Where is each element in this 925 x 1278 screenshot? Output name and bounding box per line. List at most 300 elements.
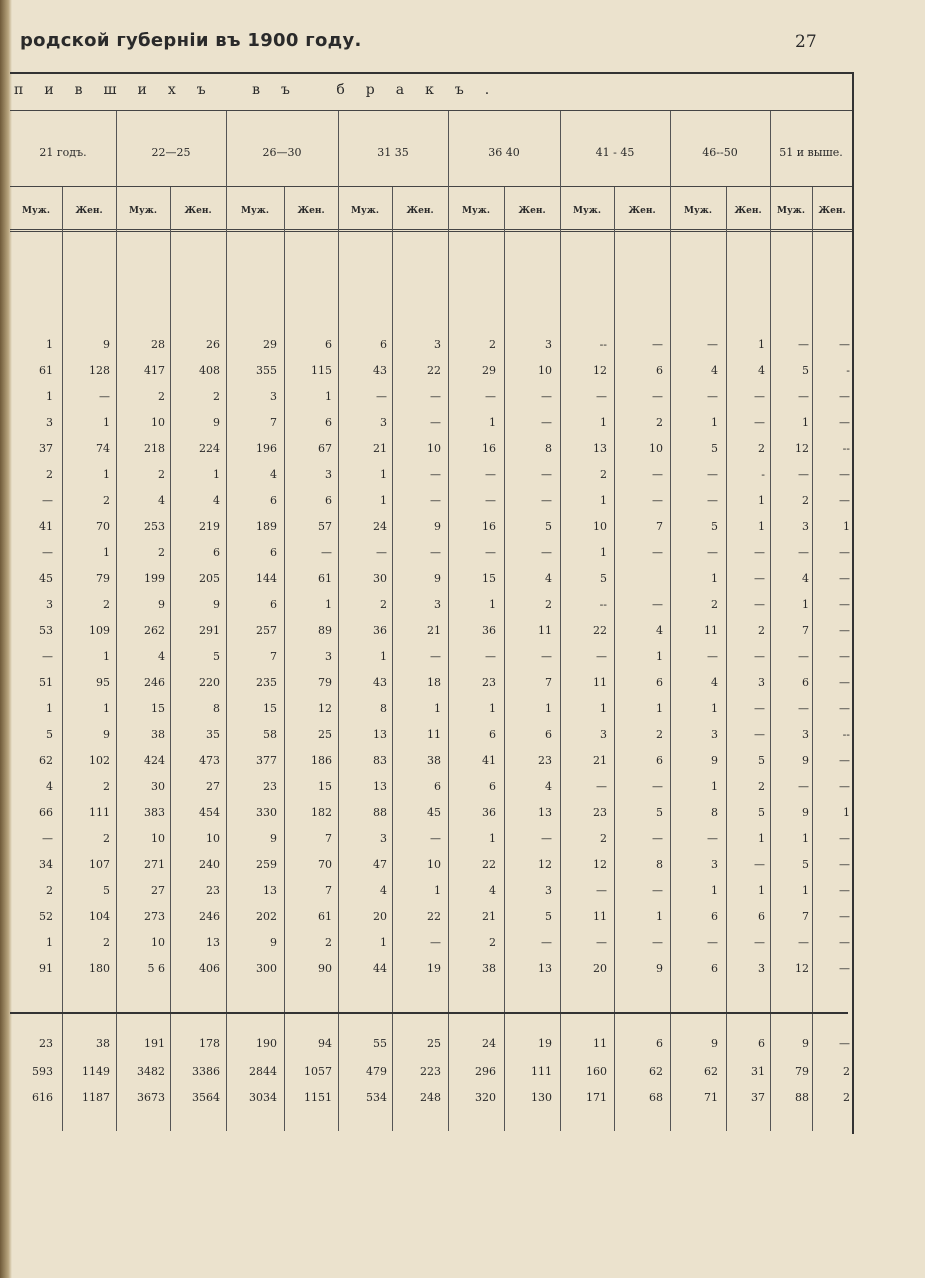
table-cell: 21 [593, 754, 607, 767]
age-group-label: 36 40 [488, 146, 520, 159]
table-cell: — [652, 390, 663, 403]
table-cell: — [798, 390, 809, 403]
table-cell: 9 [213, 416, 220, 429]
table-cell: — [754, 598, 765, 611]
table-cell: 3 [802, 520, 809, 533]
table-cell: — [839, 494, 850, 507]
total-cell: 534 [366, 1091, 387, 1104]
table-cell: 9 [656, 962, 663, 975]
table-cell: 2 [158, 546, 165, 559]
table-cell: 182 [311, 806, 332, 819]
table-cell: 257 [256, 624, 277, 637]
table-cell: 3 [711, 728, 718, 741]
table-cell: 1 [802, 598, 809, 611]
table-cell: 20 [593, 962, 607, 975]
table-cell: 1 [656, 910, 663, 923]
table-cell: 3 [325, 468, 332, 481]
total-cell: 31 [751, 1065, 765, 1078]
table-cell: 4 [656, 624, 663, 637]
table-cell: 4 [380, 884, 387, 897]
table-cell: -- [842, 442, 850, 455]
sex-column-divider [284, 187, 285, 1131]
group-divider [560, 111, 561, 1131]
total-cell: 23 [39, 1037, 53, 1050]
sex-column-divider [614, 187, 615, 1131]
table-cell: 6 [213, 546, 220, 559]
table-cell: 9 [434, 520, 441, 533]
table-cell: 34 [39, 858, 53, 871]
table-cell: 300 [256, 962, 277, 975]
table-cell: 2 [46, 884, 53, 897]
table-cell: 246 [199, 910, 220, 923]
total-cell: 1151 [304, 1091, 332, 1104]
table-cell: 6 [656, 676, 663, 689]
table-cell: 189 [256, 520, 277, 533]
table-cell: 3 [758, 962, 765, 975]
sex-column-label: Муж. [22, 206, 50, 216]
table-cell: — [485, 650, 496, 663]
table-cell: 10 [538, 364, 552, 377]
table-cell: 262 [144, 624, 165, 637]
table-cell: — [430, 390, 441, 403]
table-cell: 377 [256, 754, 277, 767]
table-cell: 7 [270, 416, 277, 429]
table-cell: — [754, 858, 765, 871]
table-cell: — [596, 936, 607, 949]
table-cell: 1 [758, 338, 765, 351]
table-cell: 104 [89, 910, 110, 923]
table-cell: — [754, 546, 765, 559]
sex-column-label: Жен. [628, 206, 656, 216]
total-cell: 2 [843, 1065, 850, 1078]
table-cell: 11 [593, 910, 607, 923]
table-cell: 66 [39, 806, 53, 819]
total-cell: 130 [531, 1091, 552, 1104]
table-cell: 7 [656, 520, 663, 533]
table-cell: — [707, 338, 718, 351]
total-cell: 6 [758, 1037, 765, 1050]
table-cell: 6 [545, 728, 552, 741]
table-cell: — [652, 884, 663, 897]
table-cell: 15 [482, 572, 496, 585]
table-cell: — [707, 390, 718, 403]
table-cell: 21 [482, 910, 496, 923]
table-cell: 4 [213, 494, 220, 507]
table-cell: 5 [46, 728, 53, 741]
table-cell: 23 [482, 676, 496, 689]
table-cell: — [839, 572, 850, 585]
table-cell: 2 [802, 494, 809, 507]
table-cell: 6 [270, 598, 277, 611]
table-cell: 62 [39, 754, 53, 767]
table-cell: 7 [802, 624, 809, 637]
table-cell: 41 [39, 520, 53, 533]
table-cell: 3 [380, 832, 387, 845]
table-cell: 1 [46, 936, 53, 949]
table-cell: 1 [489, 598, 496, 611]
table-cell: — [376, 546, 387, 559]
table-cell: 30 [151, 780, 165, 793]
total-cell: 1057 [304, 1065, 332, 1078]
table-cell: — [42, 832, 53, 845]
table-cell: — [839, 754, 850, 767]
total-cell: 190 [256, 1037, 277, 1050]
table-cell: 144 [256, 572, 277, 585]
table-cell: 5 [600, 572, 607, 585]
table-cell: 15 [263, 702, 277, 715]
sex-column-label: Муж. [777, 206, 805, 216]
table-cell: — [99, 390, 110, 403]
table-cell: 16 [482, 442, 496, 455]
table-cell: 13 [206, 936, 220, 949]
table-cell: 83 [373, 754, 387, 767]
table-cell: 20 [373, 910, 387, 923]
table-cell: 6 [270, 546, 277, 559]
table-cell: 29 [482, 364, 496, 377]
table-cell: — [430, 416, 441, 429]
table-cell: 202 [256, 910, 277, 923]
table-cell: 2 [758, 780, 765, 793]
table-cell: 1 [843, 520, 850, 533]
total-cell: 37 [751, 1091, 765, 1104]
sex-column-divider [392, 187, 393, 1131]
table-cell: 6 [656, 364, 663, 377]
table-cell: 2 [489, 936, 496, 949]
table-cell: 23 [538, 754, 552, 767]
table-cell: 8 [213, 702, 220, 715]
table-cell: — [430, 546, 441, 559]
table-cell: 1 [711, 884, 718, 897]
table-cell: 4 [545, 780, 552, 793]
total-cell: 191 [144, 1037, 165, 1050]
table-cell: 5 [802, 858, 809, 871]
sex-column-label: Жен. [734, 206, 762, 216]
table-cell: 12 [593, 364, 607, 377]
total-cell: 160 [586, 1065, 607, 1078]
total-cell: 3386 [192, 1065, 220, 1078]
sex-column-label: Жен. [406, 206, 434, 216]
total-cell: 248 [420, 1091, 441, 1104]
table-cell: — [652, 936, 663, 949]
table-cell: 3 [325, 650, 332, 663]
table-cell: 1 [802, 884, 809, 897]
table-cell: 95 [96, 676, 110, 689]
table-cell: 43 [373, 676, 387, 689]
total-cell: 178 [199, 1037, 220, 1050]
table-cell: — [430, 650, 441, 663]
table-cell: 10 [151, 832, 165, 845]
table-cell: — [596, 780, 607, 793]
table-cell: 36 [482, 624, 496, 637]
table-cell: 6 [711, 910, 718, 923]
table-cell: 11 [538, 624, 552, 637]
table-cell: 38 [427, 754, 441, 767]
table-cell: 79 [96, 572, 110, 585]
total-cell: 9 [711, 1037, 718, 1050]
table-cell: — [839, 884, 850, 897]
table-cell: — [42, 494, 53, 507]
table-cell: 1 [434, 702, 441, 715]
table-cell: 1 [758, 494, 765, 507]
table-cell: 9 [103, 728, 110, 741]
table-cell: — [321, 546, 332, 559]
table-cell: 18 [427, 676, 441, 689]
table-cell: 23 [593, 806, 607, 819]
table-cell: — [839, 546, 850, 559]
table-cell: 2 [103, 832, 110, 845]
table-cell: 9 [270, 832, 277, 845]
table-cell: 43 [373, 364, 387, 377]
table-cell: -- [599, 598, 607, 611]
table-cell: 13 [373, 780, 387, 793]
table-subtitle: пившихъ въ бракъ. [14, 82, 511, 98]
table-cell: 6 [656, 754, 663, 767]
table-cell: 2 [758, 442, 765, 455]
table-cell: 47 [373, 858, 387, 871]
table-cell: 1 [213, 468, 220, 481]
sex-column-label: Жен. [518, 206, 546, 216]
table-cell: — [798, 936, 809, 949]
table-cell: 1 [380, 494, 387, 507]
table-cell: 6 [380, 338, 387, 351]
table-cell: 26 [206, 338, 220, 351]
table-cell: — [839, 962, 850, 975]
table-cell: — [485, 494, 496, 507]
table-cell: 22 [593, 624, 607, 637]
table-cell: — [541, 832, 552, 845]
table-cell: — [839, 650, 850, 663]
age-group-label: 51 и выше. [779, 146, 843, 159]
table-cell: — [430, 494, 441, 507]
table-cell: 6 [434, 780, 441, 793]
table-cell: 355 [256, 364, 277, 377]
table-cell: 199 [144, 572, 165, 585]
table-cell: 4 [711, 364, 718, 377]
table-cell: 3 [600, 728, 607, 741]
table-cell: 1 [656, 650, 663, 663]
total-cell: 616 [32, 1091, 53, 1104]
table-cell: 454 [199, 806, 220, 819]
table-cell: — [754, 650, 765, 663]
table-cell: 53 [39, 624, 53, 637]
table-cell: 70 [96, 520, 110, 533]
table-cell: — [839, 416, 850, 429]
table-cell: 70 [318, 858, 332, 871]
table-cell: 2 [489, 338, 496, 351]
total-cell: 55 [373, 1037, 387, 1050]
table-cell: — [839, 702, 850, 715]
table-cell: 88 [373, 806, 387, 819]
table-cell: — [42, 650, 53, 663]
total-cell: 3482 [137, 1065, 165, 1078]
table-cell: 79 [318, 676, 332, 689]
table-cell: 13 [263, 884, 277, 897]
table-cell: 9 [103, 338, 110, 351]
table-cell: 11 [704, 624, 718, 637]
table-cell: 2 [158, 468, 165, 481]
table-cell: 1 [600, 546, 607, 559]
table-cell: 3 [434, 338, 441, 351]
table-cell: 35 [206, 728, 220, 741]
table-cell: 1 [711, 702, 718, 715]
group-divider [770, 111, 771, 1131]
table-cell: 102 [89, 754, 110, 767]
table-cell: 115 [311, 364, 332, 377]
table-cell: 2 [758, 624, 765, 637]
table-cell: — [798, 702, 809, 715]
table-cell: 1 [46, 338, 53, 351]
total-cell: 62 [649, 1065, 663, 1078]
table-cell: — [707, 494, 718, 507]
table-cell: — [839, 832, 850, 845]
table-cell: 22 [482, 858, 496, 871]
table-cell: — [652, 598, 663, 611]
table-cell: — [707, 650, 718, 663]
sex-column-label: Муж. [241, 206, 269, 216]
table-cell: 383 [144, 806, 165, 819]
table-cell: — [839, 598, 850, 611]
table-cell: — [541, 650, 552, 663]
table-cell: 2 [213, 390, 220, 403]
table-cell: 424 [144, 754, 165, 767]
table-cell: 13 [373, 728, 387, 741]
table-cell: — [430, 936, 441, 949]
table-cell: 253 [144, 520, 165, 533]
table-cell: 2 [103, 780, 110, 793]
table-cell: 1 [656, 702, 663, 715]
table-cell: — [754, 390, 765, 403]
sex-column-label: Жен. [184, 206, 212, 216]
table-cell: 417 [144, 364, 165, 377]
table-cell: — [42, 546, 53, 559]
table-cell: 4 [489, 884, 496, 897]
table-cell: 2 [600, 832, 607, 845]
page-number: 27 [795, 32, 817, 52]
table-cell: 196 [256, 442, 277, 455]
table-cell: — [839, 338, 850, 351]
table-cell: 74 [96, 442, 110, 455]
table-cell: — [596, 650, 607, 663]
total-cell: 223 [420, 1065, 441, 1078]
table-cell: 1 [545, 702, 552, 715]
table-cell: — [652, 338, 663, 351]
table-cell: — [839, 858, 850, 871]
table-cell: 67 [318, 442, 332, 455]
table-cell: 2 [711, 598, 718, 611]
table-cell: 9 [802, 806, 809, 819]
age-group-label: 26—30 [262, 146, 302, 159]
table-cell: 6 [325, 416, 332, 429]
table-cell: 10 [427, 858, 441, 871]
table-cell: — [798, 546, 809, 559]
table-cell: 240 [199, 858, 220, 871]
table-cell: 7 [270, 650, 277, 663]
table-cell: — [485, 546, 496, 559]
table-cell: 219 [199, 520, 220, 533]
table-cell: 5 [103, 884, 110, 897]
table-cell: 25 [318, 728, 332, 741]
table-cell: 7 [802, 910, 809, 923]
table-cell: 1 [103, 546, 110, 559]
sex-column-label: Жен. [297, 206, 325, 216]
table-cell: 8 [711, 806, 718, 819]
table-cell: 3 [758, 676, 765, 689]
table-cell: 1 [103, 650, 110, 663]
table-cell: 41 [482, 754, 496, 767]
table-cell: 61 [318, 910, 332, 923]
table-cell: 36 [482, 806, 496, 819]
table-cell: — [541, 546, 552, 559]
table-cell: 1 [489, 416, 496, 429]
table-cell: 406 [199, 962, 220, 975]
table-cell: 273 [144, 910, 165, 923]
table-cell: 5 6 [147, 962, 165, 975]
table-cell: 6 [489, 728, 496, 741]
table-cell: — [541, 468, 552, 481]
group-divider [448, 111, 449, 1131]
total-cell: 25 [427, 1037, 441, 1050]
table-cell: — [652, 546, 663, 559]
table-cell: 15 [318, 780, 332, 793]
table-cell: 2 [600, 468, 607, 481]
age-group-label: 41 - 45 [595, 146, 635, 159]
sex-column-divider [62, 187, 63, 1131]
table-cell: — [596, 390, 607, 403]
table-cell: 1 [711, 780, 718, 793]
table-cell: 271 [144, 858, 165, 871]
table-cell: — [754, 702, 765, 715]
table-cell: 1 [325, 390, 332, 403]
table-cell: — [541, 494, 552, 507]
table-cell: 6 [758, 910, 765, 923]
group-divider [670, 111, 671, 1131]
table-cell: 11 [427, 728, 441, 741]
table-cell: — [541, 390, 552, 403]
table-cell: 23 [206, 884, 220, 897]
table-cell: 27 [206, 780, 220, 793]
total-cell: 3034 [249, 1091, 277, 1104]
table-cell: 44 [373, 962, 387, 975]
total-cell: 88 [795, 1091, 809, 1104]
total-cell: 11 [593, 1037, 607, 1050]
table-cell: — [541, 416, 552, 429]
table-cell: 6 [325, 494, 332, 507]
table-cell: — [652, 780, 663, 793]
table-cell: 9 [802, 754, 809, 767]
table-cell: 57 [318, 520, 332, 533]
table-cell: 5 [802, 364, 809, 377]
table-cell: 1 [711, 416, 718, 429]
table-cell: 9 [213, 598, 220, 611]
table-cell: 2 [103, 936, 110, 949]
table-cell: 13 [538, 962, 552, 975]
table-cell: 61 [318, 572, 332, 585]
table-cell: 37 [39, 442, 53, 455]
table-cell: 6 [489, 780, 496, 793]
table-cell: 36 [373, 624, 387, 637]
table-cell: 12 [795, 442, 809, 455]
table-cell: — [707, 832, 718, 845]
sex-column-label: Муж. [573, 206, 601, 216]
table-cell: 111 [89, 806, 110, 819]
table-cell: 4 [46, 780, 53, 793]
table-cell: 5 [213, 650, 220, 663]
total-cell: 71 [704, 1091, 718, 1104]
table-cell: 19 [427, 962, 441, 975]
table-cell: 12 [795, 962, 809, 975]
table-cell: 473 [199, 754, 220, 767]
table-cell: 246 [144, 676, 165, 689]
